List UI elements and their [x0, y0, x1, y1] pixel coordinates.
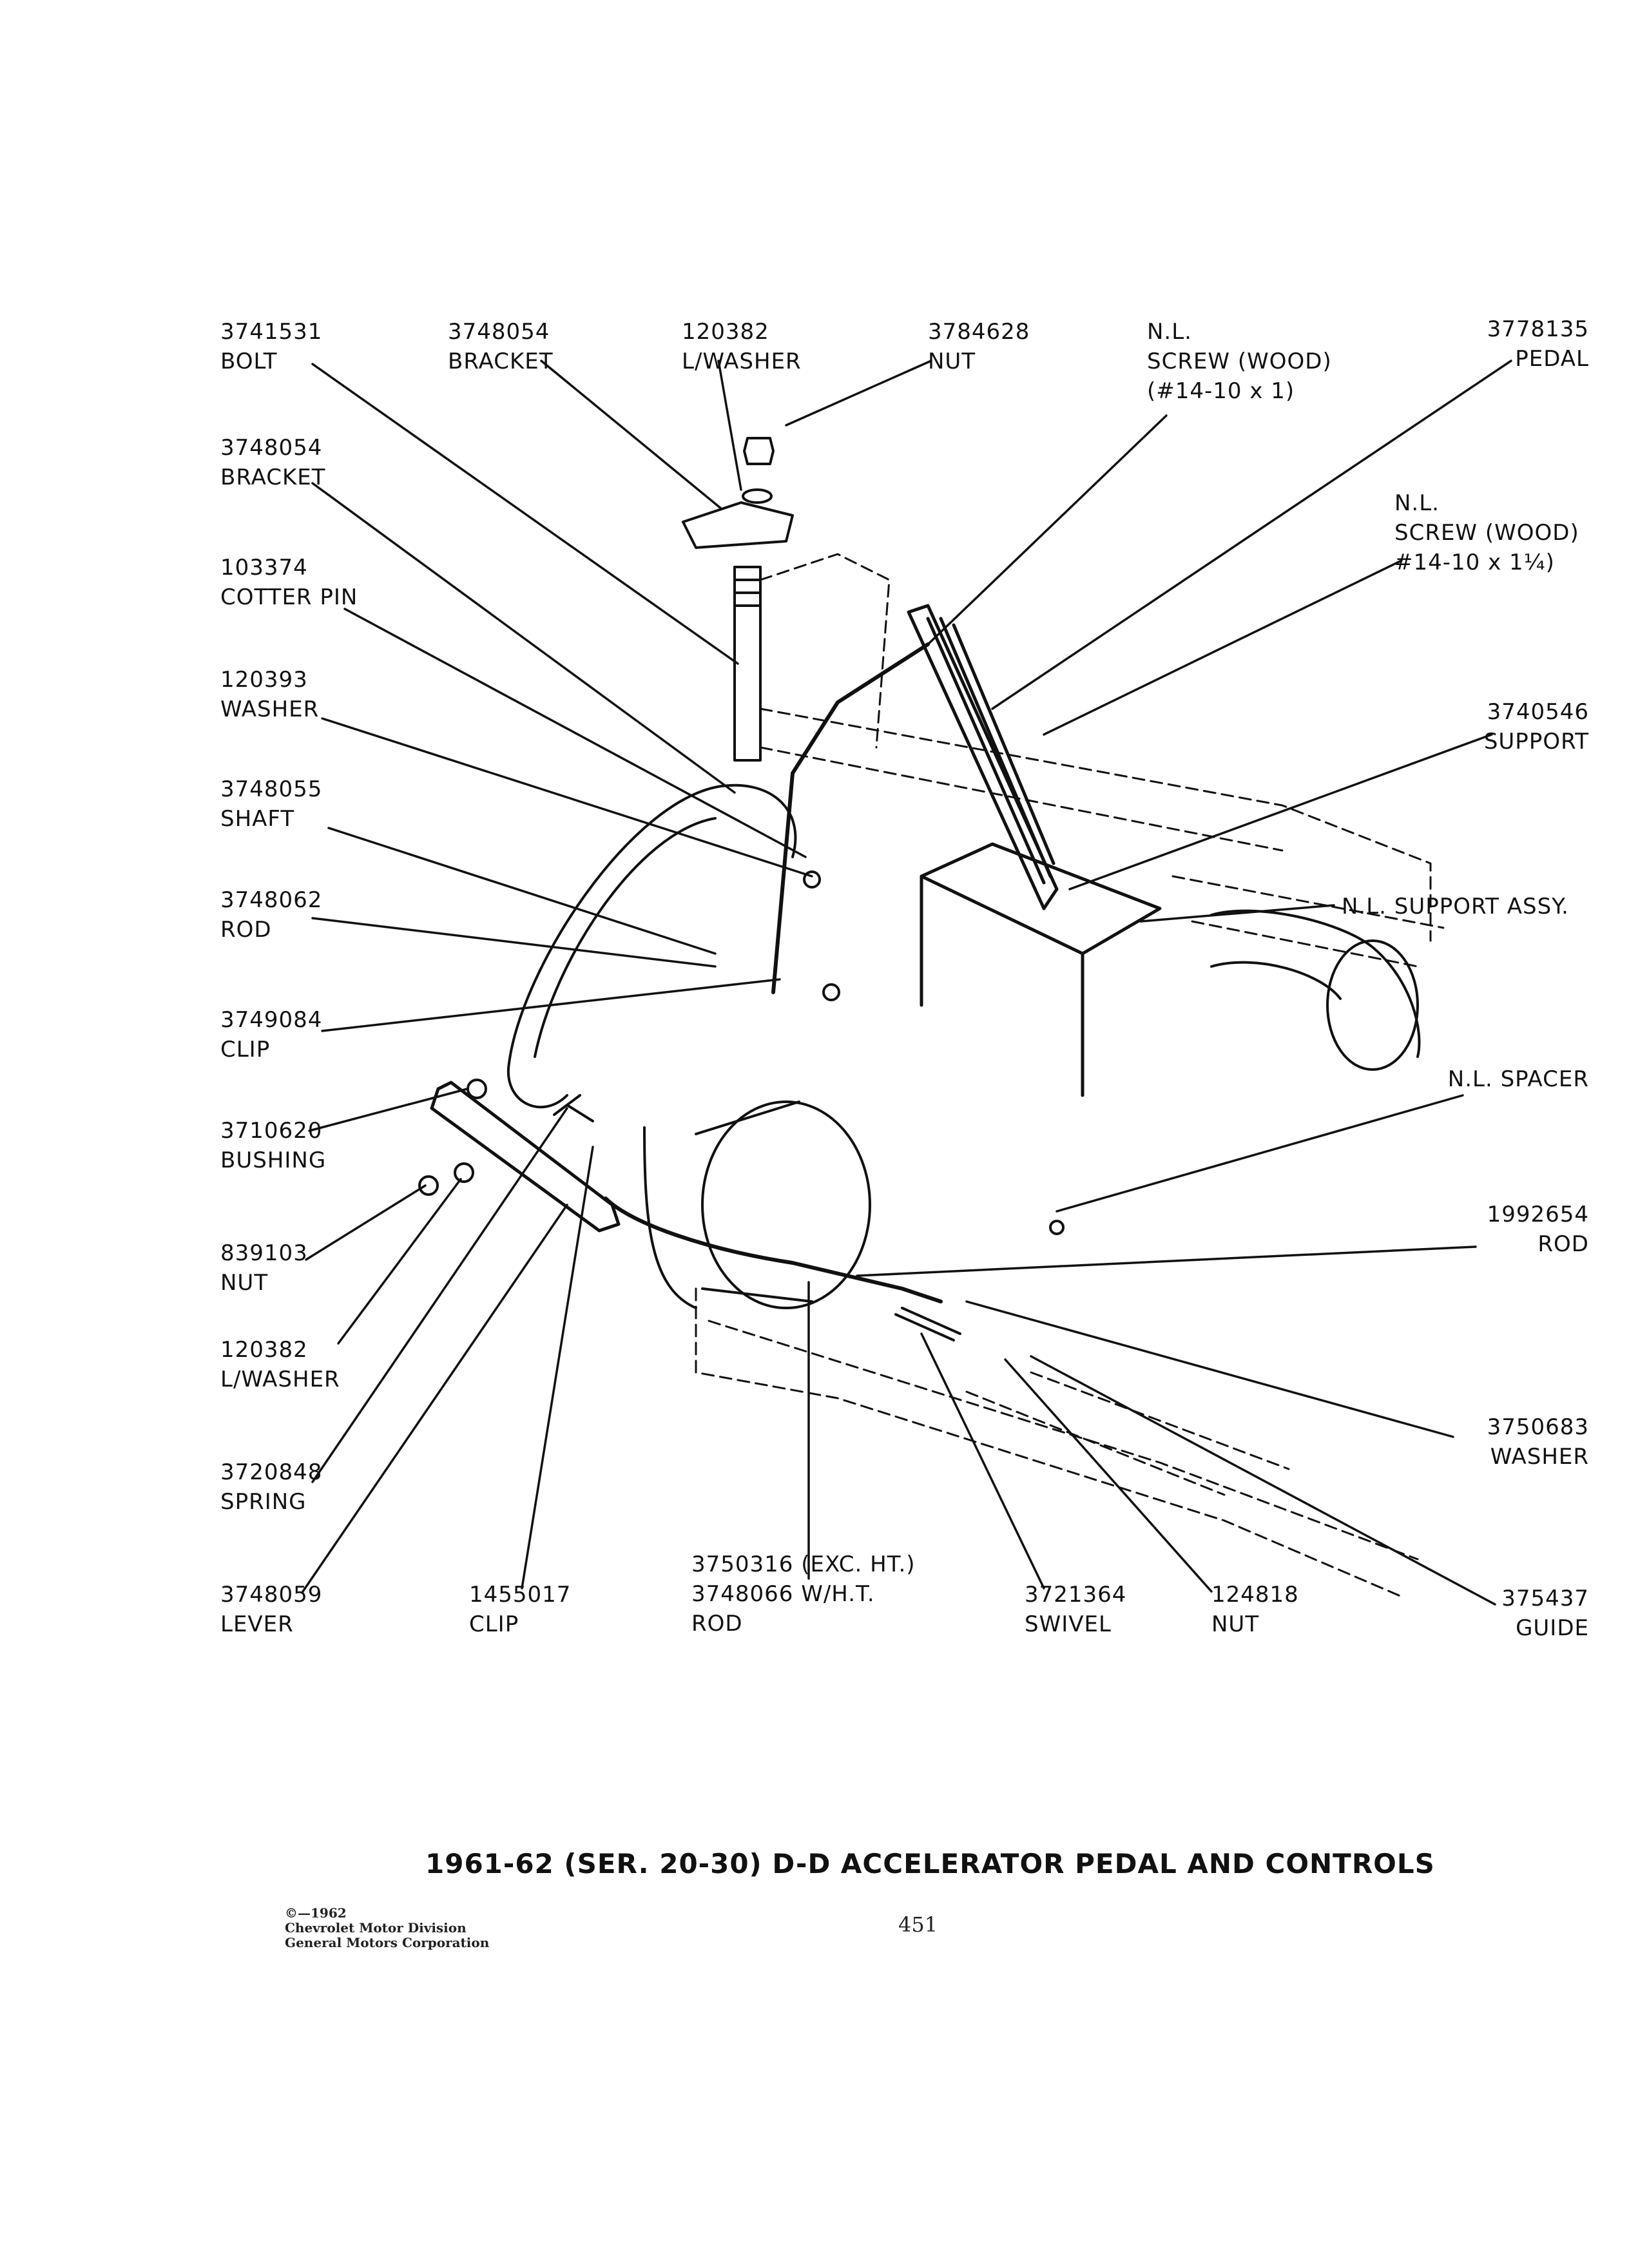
callout-screw-wood-2: [1394, 488, 1579, 577]
bracket-top-shape: [683, 438, 793, 548]
callout-clip-3749084: [220, 1005, 322, 1064]
page-number: 451: [898, 1912, 938, 1937]
part-name: BRACKET: [448, 349, 554, 374]
part-number: N.L.: [1147, 319, 1192, 345]
part-number: 3710620: [220, 1118, 323, 1144]
callout-nut-839103: [220, 1238, 308, 1298]
callout-bolt-3741531: [220, 317, 322, 376]
part-name: N.L. SUPPORT ASSY.: [1342, 894, 1569, 919]
part-number: 3720848: [220, 1459, 323, 1485]
part-number: 120382: [682, 319, 769, 345]
part-name: L/WASHER: [220, 1367, 340, 1392]
part-number-alt: 3748066 W/H.T.: [691, 1581, 875, 1607]
part-name: BRACKET: [220, 465, 326, 490]
part-name: PEDAL: [1515, 346, 1589, 372]
callout-support-assy: [1342, 892, 1569, 921]
part-number: 3748059: [220, 1582, 323, 1608]
part-name: SCREW (WOOD): [1147, 349, 1332, 374]
callout-bushing-3710620: [220, 1116, 326, 1175]
callout-swivel-3721364: [1025, 1580, 1126, 1639]
callout-washer-120393: [220, 665, 319, 724]
part-name: NUT: [928, 349, 976, 374]
callout-guide-375437: [1501, 1584, 1589, 1643]
part-number: 3748054: [220, 435, 323, 461]
part-number: 3721364: [1025, 1582, 1127, 1608]
part-number: 103374: [220, 555, 308, 581]
part-number: 3748062: [220, 887, 323, 913]
page-title: 1961-62 (SER. 20-30) D-D ACCELERATOR PEDAL AND CONTROLS: [425, 1848, 1435, 1879]
callout-shaft-3748055: [220, 774, 322, 834]
part-name: WASHER: [220, 697, 320, 722]
copyright-year: ©—1962: [285, 1905, 347, 1921]
part-name: N.L. SPACER: [1447, 1066, 1589, 1092]
part-name: BUSHING: [220, 1148, 327, 1173]
part-number: 3750683: [1487, 1414, 1589, 1440]
part-size: #14-10 x 1¼): [1394, 550, 1555, 575]
callout-cotter-pin-103374: [220, 553, 358, 612]
part-name: SCREW (WOOD): [1394, 520, 1579, 546]
part-name: COTTER PIN: [220, 584, 358, 610]
part-number: 3740546: [1487, 699, 1589, 725]
part-number: 3748055: [220, 776, 323, 802]
part-name: SUPPORT: [1483, 729, 1589, 754]
callout-bracket-3748054-top: [448, 317, 554, 376]
callout-nut-3784628: [928, 317, 1030, 376]
part-name: GUIDE: [1516, 1615, 1589, 1641]
part-name: CLIP: [220, 1037, 271, 1062]
part-number: 3778135: [1487, 316, 1589, 342]
intake-pipe: [1211, 911, 1419, 1070]
callout-rod-1992654: [1487, 1200, 1589, 1259]
part-number: 3784628: [928, 319, 1030, 345]
part-name: ROD: [220, 917, 272, 943]
part-number: 120382: [220, 1337, 308, 1363]
callout-clip-1455017: [469, 1580, 571, 1639]
callout-rod-3750316: [691, 1550, 916, 1639]
part-name: NUT: [220, 1270, 269, 1296]
callout-lwasher-120382-top: [682, 317, 802, 376]
part-number: 124818: [1211, 1582, 1299, 1608]
callout-support-3740546: [1484, 697, 1589, 756]
copyright-division: Chevrolet Motor Division: [285, 1920, 467, 1936]
pedal-shape: [909, 606, 1057, 908]
callout-rod-3748062: [220, 885, 322, 945]
throttle-rod: [606, 644, 941, 1302]
part-number: 3750316 (EXC. HT.): [691, 1552, 916, 1577]
part-name: WASHER: [1490, 1444, 1589, 1470]
callout-washer-3750683: [1487, 1412, 1589, 1472]
callout-pedal-3778135: [1487, 314, 1589, 374]
callout-lwasher-120382-side: [220, 1335, 340, 1394]
copyright-block: [285, 1906, 489, 1950]
part-name: CLIP: [469, 1611, 519, 1637]
part-number: 3749084: [220, 1007, 323, 1033]
support-plate: [921, 844, 1160, 1095]
part-name: ROD: [1537, 1231, 1589, 1257]
callout-lever-3748059: [220, 1580, 322, 1639]
part-number: 3741531: [220, 319, 323, 345]
part-name: SWIVEL: [1025, 1611, 1112, 1637]
part-number: N.L.: [1394, 490, 1440, 516]
part-number: 1455017: [469, 1582, 572, 1608]
callout-spacer: [1448, 1064, 1589, 1094]
part-name: NUT: [1211, 1611, 1260, 1637]
part-size: (#14-10 x 1): [1147, 378, 1295, 404]
generator-body: [644, 1102, 870, 1308]
part-name: L/WASHER: [682, 349, 802, 374]
part-number: 375437: [1501, 1586, 1589, 1611]
part-name: SPRING: [220, 1489, 307, 1515]
callout-bracket-3748054-side: [220, 433, 326, 492]
callout-screw-wood-1: [1147, 317, 1332, 406]
part-name: LEVER: [220, 1611, 294, 1637]
part-number: 3748054: [448, 319, 550, 345]
part-number: 839103: [220, 1240, 308, 1266]
part-name: SHAFT: [220, 806, 295, 832]
callout-nut-124818: [1211, 1580, 1299, 1639]
part-name: BOLT: [220, 349, 278, 374]
copyright-corporation: General Motors Corporation: [285, 1935, 490, 1950]
part-number: 120393: [220, 667, 308, 693]
part-name: ROD: [691, 1611, 743, 1637]
callout-spring-3720848: [220, 1457, 322, 1517]
part-number: 1992654: [1487, 1202, 1589, 1227]
